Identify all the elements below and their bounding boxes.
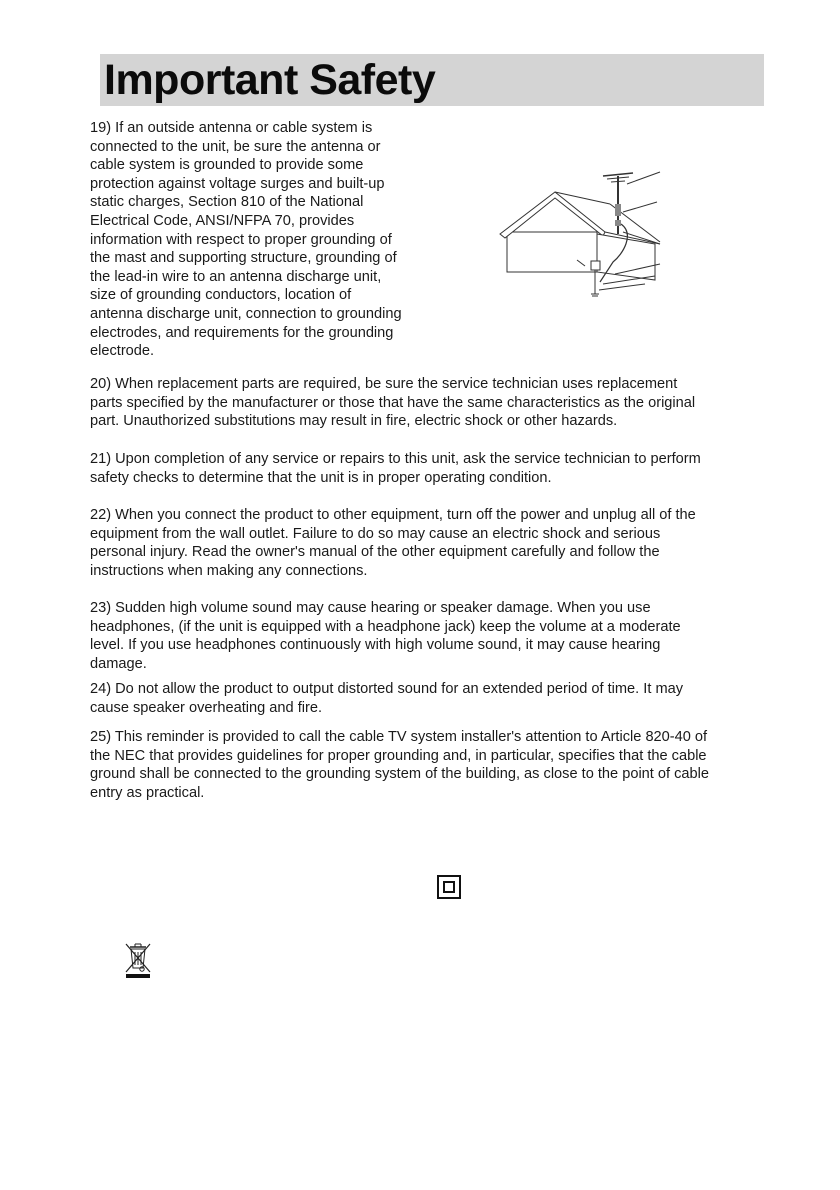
antenna-grounding-diagram — [495, 164, 670, 299]
safety-item-19: 19) If an outside antenna or cable system is connected to the unit, be sure the antenna or cable system is grounded to provide some protection against voltage surges and built-up static charges, Section 810 of the National Electrical Code, ANSI/NFPA 70, provides information with respect to proper grounding of the mast and supporting structure, grounding of the lead-in wire to an antenna discharge unit, size of grounding conductors, location of antenna discharge unit, connection to grounding electrodes, and requirements for the grounding electrode. — [90, 120, 402, 360]
safety-item-21: 21) Upon completion of any service or repairs to this unit, ask the service technician to perform safety checks to determine that the unit is in proper operating condition. — [90, 451, 701, 486]
crossed-out-wheelie-bin-icon — [120, 940, 156, 980]
safety-item-25: 25) This reminder is provided to call the cable TV system installer's attention to Article 820-40 of the NEC that provides guidelines for proper grounding and, in particular, specifies that the cable ground shall be connected to the grounding system of the building, as close to the point of cable entry as practical. — [90, 729, 710, 801]
safety-item-24: 24) Do not allow the product to output distorted sound for an extended period of time. It may cause speaker overheating and fire. — [90, 681, 684, 716]
antenna-discharge-unit — [591, 261, 600, 270]
safety-item-20: 20) When replacement parts are required, be sure the service technician uses replacement parts specified by the manufacturer or those that have the same characteristics as the original part. Unauthorized substitutions may result in fire, electric shock or other hazards. — [90, 376, 696, 430]
safety-item-22: 22) When you connect the product to other equipment, turn off the power and unplug all of the equipment from the wall outlet. Failure to do so may cause an electric shock and serious personal injury. Read the owner's manual of the other equipment carefully and follow the instructions when making any connections. — [90, 507, 696, 579]
double-insulation-square-icon — [437, 875, 461, 899]
house-roof — [500, 192, 605, 238]
safety-item-23: 23) Sudden high volume sound may cause hearing or speaker damage. When you use headphones, (if the unit is equipped with a headphone jack) keep the volume at a moderate level. If you use headphones continuously with high volume sound, it may cause hearing damage. — [90, 600, 681, 672]
page-title: Important Safety — [104, 56, 436, 104]
house-wall — [507, 232, 597, 272]
